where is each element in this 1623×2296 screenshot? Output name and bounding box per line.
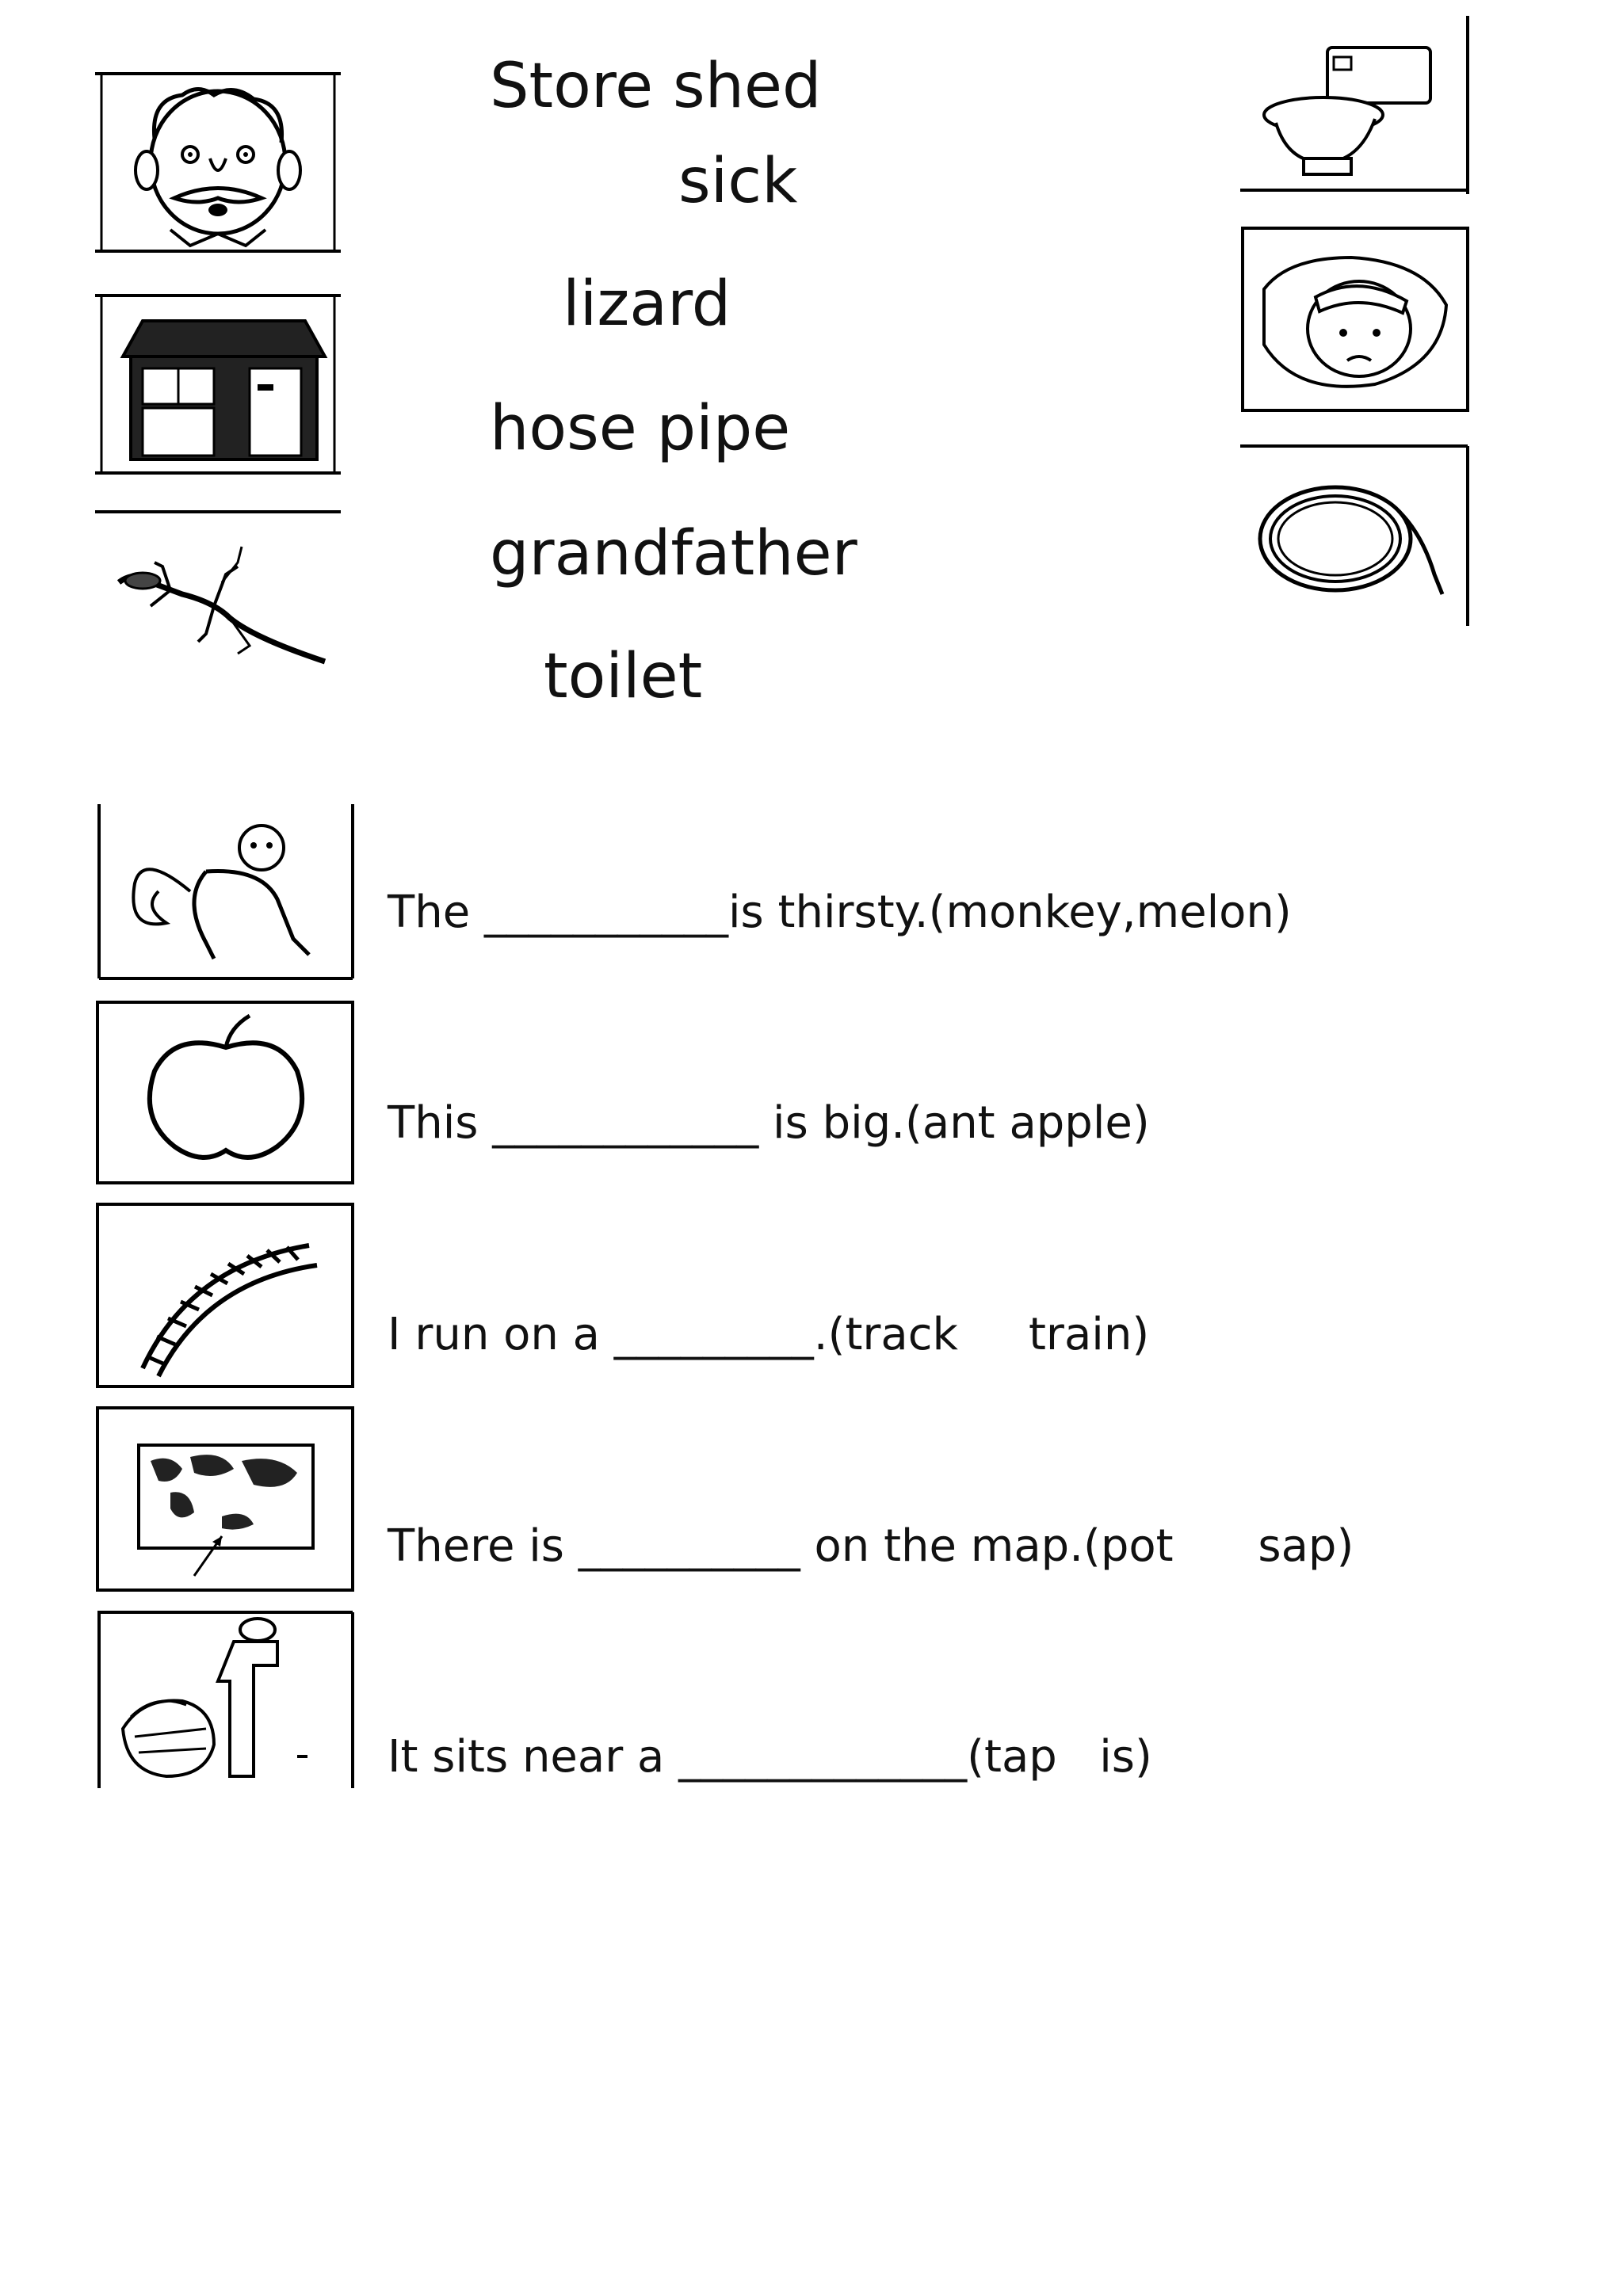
picture-sick-child <box>1240 226 1474 416</box>
sentence-3: I run on a _________.(track train) <box>388 1309 1150 1360</box>
picture-track <box>95 1202 357 1390</box>
picture-map <box>95 1405 357 1593</box>
track-icon <box>95 1202 357 1390</box>
picture-grandfather <box>95 67 341 257</box>
sentence-4: There is __________ on the map.(pot sap) <box>388 1520 1354 1572</box>
picture-store-shed <box>95 289 341 479</box>
picture-toilet <box>1240 16 1474 194</box>
word-hose-pipe: hose pipe <box>490 393 791 464</box>
word-toilet: toilet <box>544 641 703 712</box>
monkey-icon <box>95 804 357 982</box>
sentence-1: The ___________is thirsty.(monkey,melon) <box>388 887 1292 938</box>
map-icon <box>95 1405 357 1593</box>
word-lizard: lizard <box>563 269 731 340</box>
hose-pipe-icon <box>1240 440 1474 626</box>
word-grandfather: grandfather <box>490 518 857 589</box>
picture-apple <box>95 1000 357 1186</box>
sentence-5: It sits near a _____________(tap is) <box>388 1731 1152 1783</box>
picture-cat-near-tap <box>95 1610 357 1788</box>
picture-hose-pipe <box>1240 440 1474 626</box>
grandfather-icon <box>95 67 341 257</box>
sick-child-icon <box>1240 226 1474 416</box>
picture-lizard <box>95 507 341 689</box>
sentence-2: This ____________ is big.(ant apple) <box>388 1097 1150 1149</box>
word-sick: sick <box>678 146 798 217</box>
word-store-shed: Store shed <box>490 51 822 122</box>
shed-icon <box>95 289 341 479</box>
apple-icon <box>95 1000 357 1186</box>
lizard-icon <box>95 507 341 689</box>
toilet-icon <box>1240 16 1474 194</box>
cat-tap-icon <box>95 1610 357 1788</box>
picture-monkey <box>95 804 357 982</box>
